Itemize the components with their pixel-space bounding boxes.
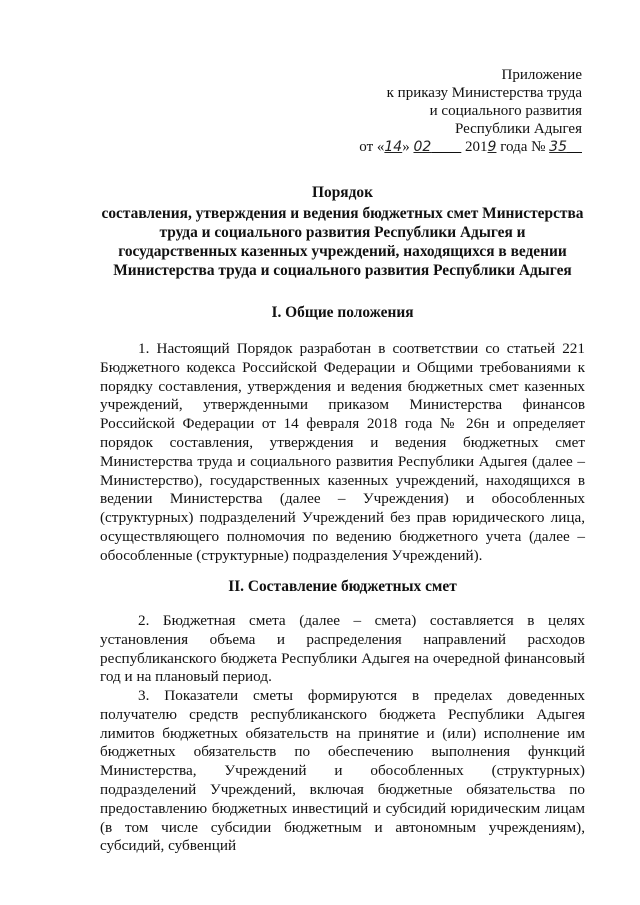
date-year-digit: 9 bbox=[487, 139, 497, 155]
order-number-label: года № bbox=[496, 139, 550, 155]
annex-ministry-line: и социального развития bbox=[429, 103, 582, 119]
document-title bbox=[100, 183, 585, 280]
annex-order-line: к приказу Министерства труда bbox=[386, 85, 582, 101]
title-heading: Порядок bbox=[312, 184, 373, 201]
annex-label: Приложение bbox=[501, 67, 582, 83]
date-mid: » bbox=[402, 139, 414, 155]
title-subtitle: составления, утверждения и ведения бюджетных смет Министерства труда и социального развития Республики Адыгея и государственных казенных учреждений, находящихся в ведении Министерства труда и социального развития Республики Адыгея bbox=[101, 205, 584, 279]
annex-date-line bbox=[359, 138, 582, 156]
date-day: 14 bbox=[384, 139, 403, 155]
annex-block bbox=[359, 66, 582, 156]
order-number: 35 bbox=[549, 139, 567, 155]
date-month: 02 bbox=[413, 139, 432, 155]
paragraph-1: 1. Настоящий Порядок разработан в соответствии со статьей 221 Бюджетного кодекса Российской Федерации и Общими требованиями к порядку составления, утверждения и ведения бюджетных смет казенных учреждений, утвержденными приказом Министерства финансов Российской Федерации от 14 февраля 2018 года № 26н и определяет порядок составления, утверждения и ведения бюджетных смет Министерства труда и социального развития Республики Адыгея (далее – Министерство), государственных казенных учреждений, находящихся в ведении Министерства (далее – Учреждения) и обособленных (структурных) подразделений Учреждений без прав юридического лица, осуществляющего полномочия по ведению бюджетного учета (далее – обособленные (структурные) подразделения Учреждений). bbox=[100, 340, 585, 564]
paragraph-2: 2. Бюджетная смета (далее – смета) составляется в целях установления объема и распределения направлений расходов республиканского бюджета Республики Адыгея на очередной финансовый год и на плановый период. bbox=[100, 612, 585, 686]
annex-republic-line: Республики Адыгея bbox=[454, 121, 582, 137]
date-prefix: от « bbox=[359, 139, 385, 155]
paragraph-3: 3. Показатели сметы формируются в пределах доведенных получателю средств республиканского бюджета Республики Адыгея лимитов бюджетных обязательств на принятие и (или) исполнение им бюджетных обязательств по обеспечению выполнения функций Министерства, Учреждений и обособленных (структурных) подразделений Учреждений, включая бюджетные обязательства по предоставлению бюджетных инвестиций и субсидий юридическим лицам (в том числе субсидии бюджетным и автономным учреждениям), субсидий, субвенций bbox=[100, 687, 585, 855]
section-2-title: II. Составление бюджетных смет bbox=[228, 578, 457, 595]
date-year-prefix: 201 bbox=[461, 139, 488, 155]
section-1-title: I. Общие положения bbox=[271, 304, 414, 321]
